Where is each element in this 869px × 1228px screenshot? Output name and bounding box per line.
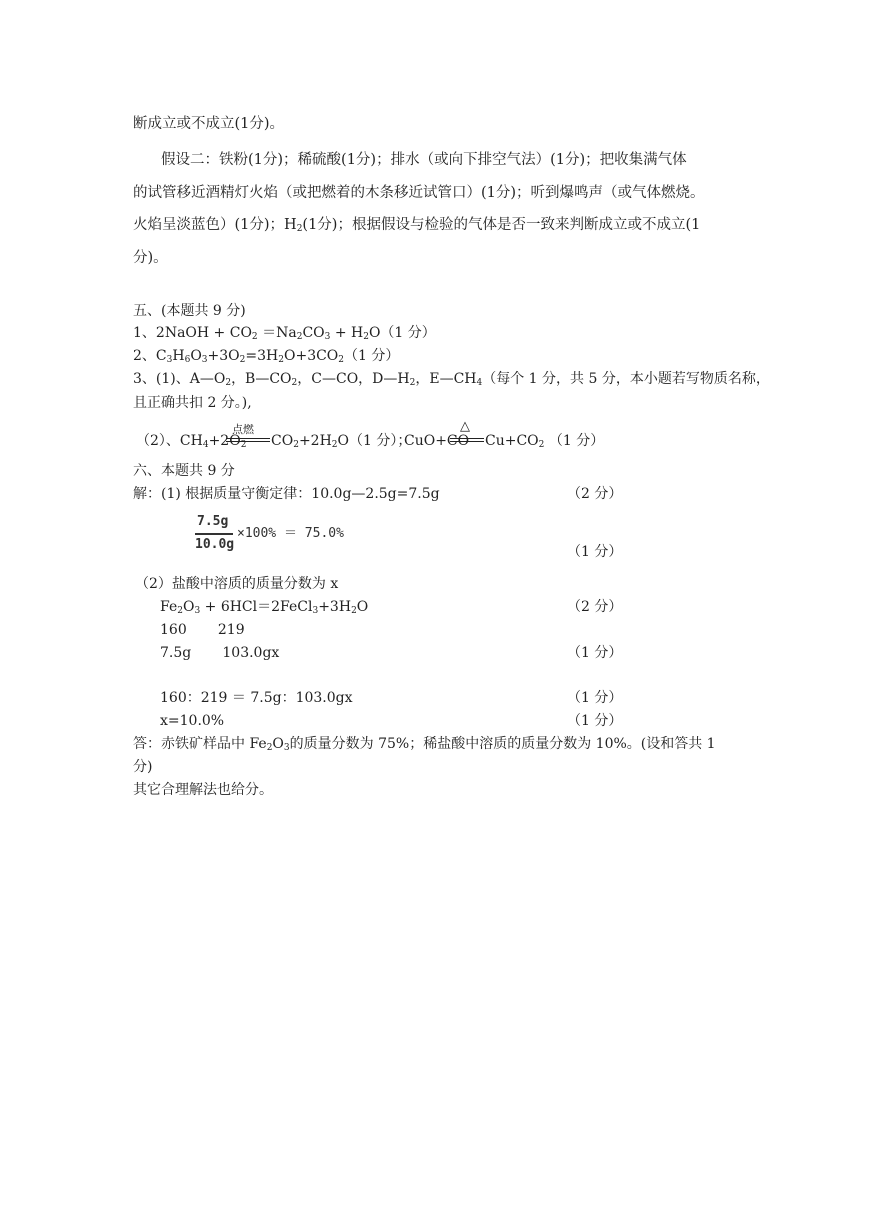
subscript: 2 [363, 332, 369, 342]
score-label: （1 分） [567, 544, 623, 560]
fraction-bar [195, 533, 233, 535]
text-run: ＝Na [257, 325, 297, 341]
score-label: （1 分） [567, 690, 623, 706]
subscript: 4 [476, 378, 483, 388]
subscript: 3 [194, 606, 201, 616]
subscript: 2 [240, 440, 247, 450]
subscript: 2 [266, 743, 273, 753]
mass-line: 7.5g 103.0gx [160, 645, 280, 661]
text-run: 火焰呈淡蓝色）(1分)；H [133, 217, 297, 233]
text-run: (1分)；根据假设与检验的气体是否一致来判断成立或不成立(1 [302, 217, 701, 233]
subscript: 2 [409, 378, 416, 388]
text-run: 2、C [133, 348, 167, 364]
subscript: 2 [239, 355, 246, 365]
subscript: 2 [296, 332, 303, 342]
answer-line: 分) [133, 759, 153, 775]
subscript: 3 [283, 743, 290, 753]
text-run: （2）、CH [136, 433, 203, 449]
text-run: O（1 分） [368, 325, 436, 341]
text-run: Fe [160, 599, 178, 615]
text-run: （1 分） [344, 348, 400, 364]
subscript: 3 [324, 332, 331, 342]
text-run: +3H [318, 599, 352, 615]
ratio-line: 160：219 ＝ 7.5g：103.0gx [160, 690, 353, 706]
equation-part [485, 434, 604, 448]
equation-line [160, 600, 368, 614]
subscript: 2 [278, 355, 284, 365]
subscript: 6 [184, 355, 191, 365]
text-run: + 6HCl＝2FeCl [200, 599, 313, 615]
section-title: 六、本题共 9 分 [133, 463, 235, 479]
equals-arrow [450, 438, 484, 442]
text-run: O [190, 348, 202, 364]
answer-line [133, 349, 399, 363]
solution-line: （2）盐酸中溶质的质量分数为 x [135, 576, 339, 592]
text-run: O [356, 599, 369, 615]
text-run: （1 分） [544, 433, 605, 449]
subscript: 2 [538, 440, 545, 450]
text-run: +3O [207, 348, 240, 364]
subscript: 2 [177, 606, 183, 616]
fraction-denominator: 10.0g [195, 537, 235, 552]
subscript: 3 [201, 355, 208, 365]
fraction-numerator: 7.5g [197, 514, 229, 529]
text-run: CO [271, 433, 294, 449]
subscript: 2 [331, 440, 338, 450]
text-run: 1、2NaOH + CO [133, 325, 252, 341]
answer-line [133, 326, 436, 340]
equation-part [271, 434, 411, 448]
text-run: O [182, 599, 195, 615]
text-run: =3H [245, 348, 279, 364]
heat-symbol: △ [460, 419, 470, 434]
subscript: 2 [293, 440, 299, 450]
answer-line [133, 737, 716, 751]
text-run: O [272, 736, 284, 752]
text-run: 的质量分数为 75%；稀盐酸中溶质的质量分数为 10%。(设和答共 1 [289, 736, 716, 752]
text-line: 的试管移近酒精灯火焰（或把燃着的木条移近试管口）(1分)；听到爆鸣声（或气体燃烧。 [133, 185, 705, 201]
text-run: ，C—CO，D—H [297, 371, 410, 387]
score-label: （1 分） [567, 713, 623, 729]
equation-part: CuO+CO [404, 433, 470, 449]
molar-mass-line: 160 219 [160, 622, 245, 638]
score-label: （2 分） [567, 486, 623, 502]
text-run: （每个 1 分，共 5 分，本小题若写物质名称， [482, 371, 770, 387]
text-run: H [172, 348, 185, 364]
subscript: 4 [202, 440, 209, 450]
result-line: x=10.0% [160, 713, 225, 729]
subscript: 2 [296, 224, 303, 234]
score-label: （2 分） [567, 599, 623, 615]
text-run: +2O [208, 433, 241, 449]
note-line: 其它合理解法也给分。 [133, 782, 273, 798]
subscript: 2 [225, 378, 232, 388]
equals-arrow [226, 438, 270, 442]
text-line: 假设二：铁粉(1分)；稀硫酸(1分)；排水（或向下排空气法）(1分)；把收集满气体 [161, 152, 687, 168]
text-run: + H [330, 325, 364, 341]
text-run: 3、(1)、A—O [133, 371, 226, 387]
text-run: O+3CO [283, 348, 339, 364]
section-title: 五、(本题共 9 分) [133, 303, 246, 319]
subscript: 2 [338, 355, 345, 365]
text-line [133, 218, 700, 233]
subscript: 2 [251, 332, 258, 342]
text-run: O（1 分）； [337, 433, 412, 449]
subscript: 3 [166, 355, 173, 365]
subscript: 2 [351, 606, 357, 616]
subscript: 3 [312, 606, 319, 616]
text-run: ，E—CH [415, 371, 477, 387]
text-run: ，B—CO [231, 371, 292, 387]
text-run: CO [302, 325, 325, 341]
score-label: （1 分） [567, 645, 623, 661]
text-run: Cu+CO [485, 433, 539, 449]
solution-line: 解：(1) 根据质量守衡定律：10.0g—2.5g=7.5g [133, 486, 440, 502]
text-line: 分)。 [133, 250, 168, 266]
text-run: 答：赤铁矿样品中 Fe [133, 736, 267, 752]
answer-line: 且正确共扣 2 分。), [133, 395, 252, 411]
subscript: 2 [291, 378, 298, 388]
text-run: +2H [298, 433, 332, 449]
text-line: 断成立或不成立(1分)。 [133, 116, 285, 132]
answer-line [133, 372, 770, 386]
fraction-result: ×100% ＝ 75.0% [237, 526, 344, 541]
condition-label: 点燃 [232, 423, 254, 436]
